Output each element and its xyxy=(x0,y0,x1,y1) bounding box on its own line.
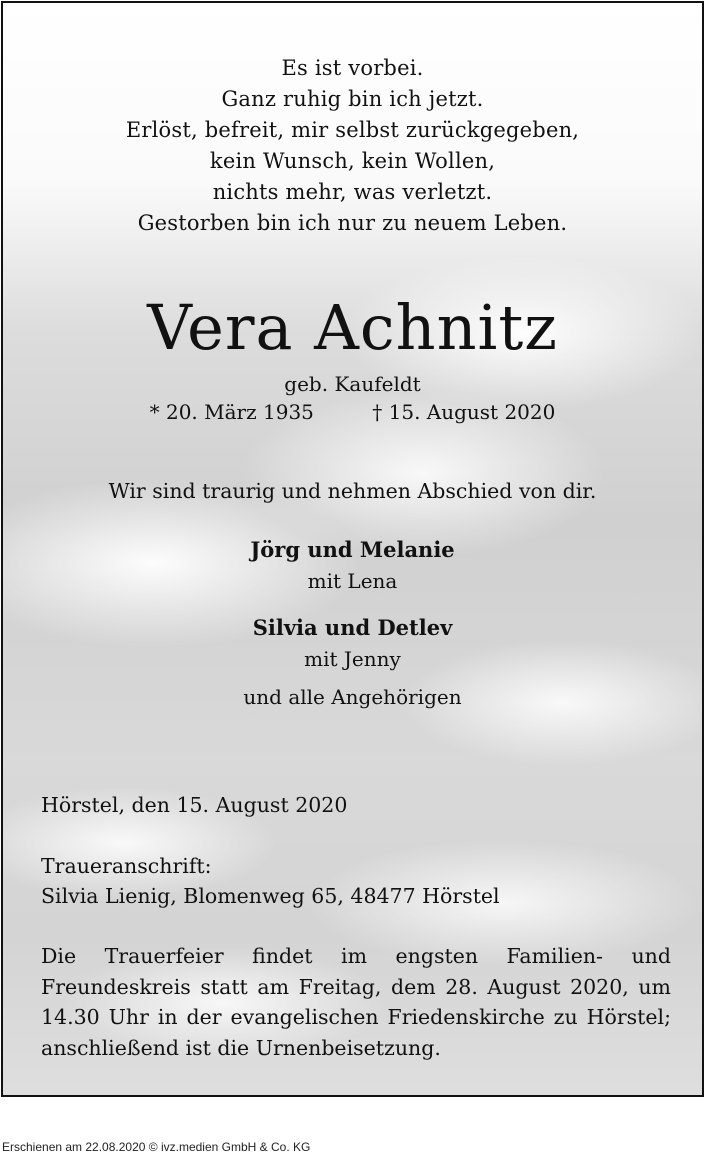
family-name: Silvia und Detlev xyxy=(252,615,453,640)
poem-line: nichts mehr, was verletzt. xyxy=(212,180,493,204)
poem xyxy=(3,53,702,239)
address-label: Traueranschrift: xyxy=(41,854,212,878)
farewell-text: Wir sind traurig und nehmen Abschied von dir. xyxy=(108,479,597,503)
poem-line: kein Wunsch, kein Wollen, xyxy=(209,149,496,173)
deceased-name: Vera Achnitz xyxy=(147,291,558,364)
death-date: † 15. August 2020 xyxy=(372,400,556,424)
relatives-text: und alle Angehörigen xyxy=(243,685,462,709)
family-sub: mit Jenny xyxy=(304,647,401,671)
mourning-address: Silvia Lienig, Blomenweg 65, 48477 Hörstel xyxy=(41,884,500,908)
family-sub: mit Lena xyxy=(307,569,398,593)
obituary-notice xyxy=(1,1,704,1097)
funeral-info: Die Trauerfeier findet im engsten Familien- und Freundeskreis statt am Freitag, dem 28. August 2020, um 14.30 Uhr in der evangelischen Friedenskirche zu Hörstel; anschließend ist die Urnenbeisetzung. xyxy=(41,944,671,1060)
birth-date: * 20. März 1935 xyxy=(149,400,314,424)
poem-line: Es ist vorbei. xyxy=(281,56,424,80)
maiden-name: geb. Kaufeldt xyxy=(284,372,421,396)
poem-line: Ganz ruhig bin ich jetzt. xyxy=(221,87,484,111)
place-date: Hörstel, den 15. August 2020 xyxy=(41,793,348,817)
family-name: Jörg und Melanie xyxy=(250,537,455,562)
poem-line: Gestorben bin ich nur zu neuem Leben. xyxy=(137,211,568,235)
publication-footer: Erschienen am 22.08.2020 © ivz.medien GmbH & Co. KG xyxy=(2,1140,311,1154)
life-dates xyxy=(3,398,702,426)
poem-line: Erlöst, befreit, mir selbst zurückgegeben, xyxy=(125,118,580,142)
